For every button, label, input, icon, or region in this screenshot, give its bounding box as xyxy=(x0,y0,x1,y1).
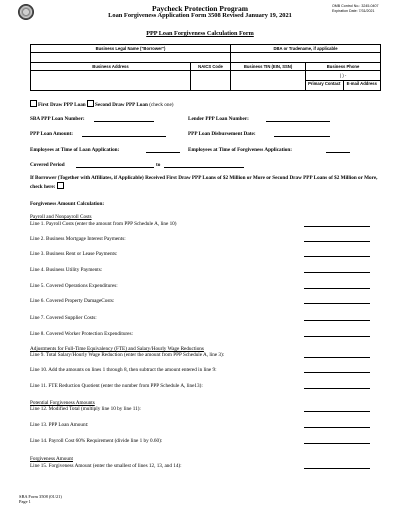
disbursement-date-label: PPP Loan Disbursement Date: xyxy=(188,131,256,137)
section-fte-heading: Adjustments for Full-Time Equivalency (FTE) and Salary/Hourly Wage Reductions xyxy=(30,346,204,352)
line-10-field[interactable] xyxy=(304,372,370,373)
lender-loan-number-field[interactable] xyxy=(266,121,330,122)
line-11-label: Line 11. FTE Reduction Quotient (enter the number from PPP Schedule A, line13): xyxy=(30,383,203,389)
address-header: Business Address xyxy=(31,63,191,71)
disbursement-date-field[interactable] xyxy=(274,136,330,137)
line-12-label: Line 12. Modified Total (multiply line 10 by line 11): xyxy=(30,406,141,412)
naics-header: NAICS Code xyxy=(191,63,231,71)
affiliates-question xyxy=(30,175,382,191)
line-4-label: Line 4. Business Utility Payments: xyxy=(30,267,103,273)
line-13-field[interactable] xyxy=(304,427,370,428)
omb-expiration: Expiration Date: 7/31/2021 xyxy=(332,8,375,13)
line-14-field[interactable] xyxy=(304,443,370,444)
employees-forgiveness-label: Employees at Time of Forgiveness Application: xyxy=(188,147,292,153)
section-payroll-heading: Payroll and Nonpayroll Costs xyxy=(30,214,92,220)
email-label: E-mail Address xyxy=(346,81,377,86)
section-potential-heading: Potential Forgiveness Amounts xyxy=(30,400,95,406)
phone-header: Business Phone xyxy=(306,63,381,71)
line-5-label: Line 5. Covered Operations Expenditures: xyxy=(30,283,118,289)
footer-page-number: Page 1 xyxy=(19,499,31,505)
employees-application-label: Employees at Time of Loan Application: xyxy=(30,147,120,153)
line-1-label: Line 1. Payroll Costs (enter the amount from PPP Schedule A, line 10) xyxy=(30,221,177,227)
line-2-field[interactable] xyxy=(304,241,370,242)
line-3-label: Line 3. Business Rent or Lease Payments: xyxy=(30,251,118,257)
loan-amount-label: PPP Loan Amount: xyxy=(30,131,73,137)
dba-header: DBA or Tradename, if applicable xyxy=(231,45,381,53)
loan-amount-field[interactable] xyxy=(82,136,166,137)
covered-period-to: to xyxy=(156,162,161,168)
tin-field[interactable] xyxy=(231,71,306,91)
covered-period-end-field[interactable] xyxy=(164,167,244,168)
calc-form-title: PPP Loan Forgiveness Calculation Form xyxy=(146,30,254,37)
first-draw-label: First Draw PPP Loan xyxy=(38,102,86,108)
employees-forgiveness-field[interactable] xyxy=(326,152,350,153)
sba-loan-number-label: SBA PPP Loan Number: xyxy=(30,116,85,122)
footer-form-number: SBA Form 3508 (01/21) xyxy=(19,494,62,499)
line-11-field[interactable] xyxy=(304,388,370,389)
line-9-label: Line 9. Total Salary/Hourly Wage Reduction (enter the amount from PPP Schedule A, line 3): xyxy=(30,352,225,358)
first-draw-checkbox[interactable] xyxy=(30,100,37,107)
line-15-field[interactable] xyxy=(304,468,370,469)
lender-loan-number-label: Lender PPP Loan Number: xyxy=(188,116,249,122)
line-2-label: Line 2. Business Mortgage Interest Payments: xyxy=(30,236,126,242)
footer xyxy=(19,494,62,504)
line-8-label: Line 8. Covered Worker Protection Expenditures: xyxy=(30,331,133,337)
sba-loan-number-field[interactable] xyxy=(94,121,154,122)
line-7-field[interactable] xyxy=(304,320,370,321)
line-1-field[interactable] xyxy=(304,226,370,227)
line-10-label: Line 10. Add the amounts on lines 1 through 8, then subtract the amount entered in line 9: xyxy=(30,367,217,373)
line-15-label: Line 15. Forgiveness Amount (enter the smallest of lines 12, 13, and 14): xyxy=(30,463,182,469)
line-8-field[interactable] xyxy=(304,336,370,337)
section-forgiveness-heading: Forgiveness Amount xyxy=(30,456,73,462)
affiliates-question-text: If Borrower (Together with Affiliates, if Applicable) Received First Draw PPP Loans of $2 Million or More or Second Draw PPP Loans of $2 Million or More, check here: xyxy=(30,175,378,190)
omb-control: OMB Control No.: 3245-0407 xyxy=(332,4,379,8)
line-4-field[interactable] xyxy=(304,272,370,273)
contact-email-row xyxy=(306,81,381,91)
legal-name-header: Business Legal Name ("Borrower") xyxy=(31,45,231,53)
check-one-note: (check one) xyxy=(149,102,174,108)
second-draw-checkbox[interactable] xyxy=(87,100,94,107)
line-7-label: Line 7. Covered Supplier Costs: xyxy=(30,315,97,321)
line-12-field[interactable] xyxy=(304,411,370,412)
program-title: Paycheck Protection Program xyxy=(152,4,248,13)
employees-application-field[interactable] xyxy=(146,152,180,153)
line-9-field[interactable] xyxy=(304,357,370,358)
phone-field[interactable]: ( ) - xyxy=(306,71,381,81)
address-field[interactable] xyxy=(31,71,191,91)
second-draw-label: Second Draw PPP Loan xyxy=(95,102,148,108)
loan-type-row xyxy=(30,100,174,108)
dba-field[interactable] xyxy=(231,53,381,63)
naics-field[interactable] xyxy=(191,71,231,91)
covered-period-start-field[interactable] xyxy=(76,167,154,168)
line-13-label: Line 13. PPP Loan Amount: xyxy=(30,422,89,428)
affiliates-checkbox[interactable] xyxy=(57,182,64,189)
legal-name-field[interactable] xyxy=(31,53,231,63)
line-5-field[interactable] xyxy=(304,288,370,289)
line-6-label: Line 6. Covered Property DamageCosts: xyxy=(30,298,115,304)
line-14-label: Line 14. Payroll Cost 60% Requirement (divide line 1 by 0.60): xyxy=(30,438,163,444)
omb-info xyxy=(332,4,379,13)
line-6-field[interactable] xyxy=(304,303,370,304)
line-3-field[interactable] xyxy=(304,256,370,257)
borrower-info-table xyxy=(30,44,381,91)
tin-header: Business TIN (EIN, SSN) xyxy=(231,63,306,71)
primary-contact-label: Primary Contact xyxy=(306,81,344,90)
form-title: Loan Forgiveness Application Form 3508 Revised January 19, 2021 xyxy=(108,12,292,19)
covered-period-label: Covered Period xyxy=(30,162,65,168)
calc-heading: Forgiveness Amount Calculation: xyxy=(30,201,105,207)
